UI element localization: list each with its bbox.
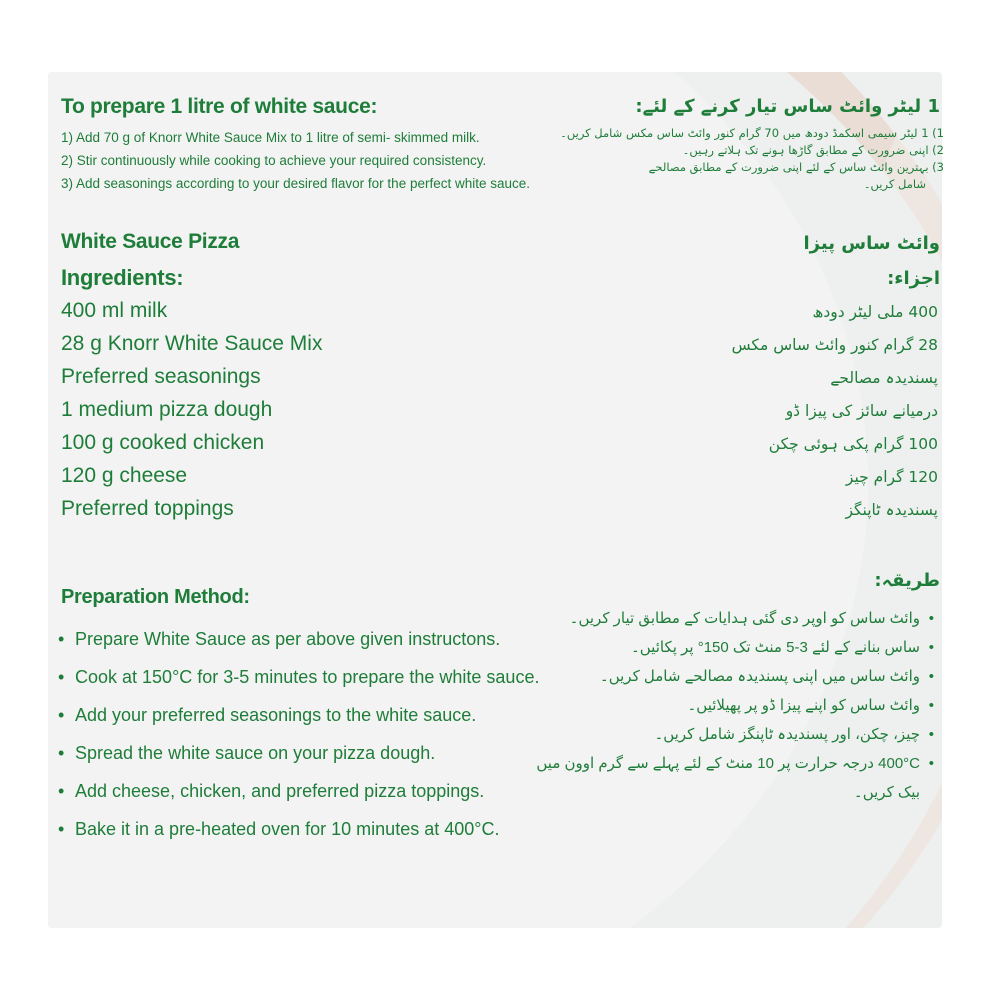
ingredient-ur: 400 ملی لیٹر دودھ	[812, 303, 938, 321]
prep-heading-ur: 1 لیٹر وائٹ ساس تیار کرنے کے لئے:	[635, 96, 940, 117]
ingredient-en: Preferred seasonings	[61, 365, 261, 388]
recipe-title-en: White Sauce Pizza	[61, 230, 240, 253]
prep-heading-en: To prepare 1 litre of white sauce:	[61, 95, 378, 118]
ingredient-en: 120 g cheese	[61, 464, 188, 487]
method-step-en: • Add your preferred seasonings to the white sauce.	[58, 696, 539, 734]
ingredient-ur: پسندیدہ ٹاپنگز	[845, 501, 938, 519]
method-heading-en: Preparation Method:	[61, 586, 250, 608]
ingredients-heading-en: Ingredients:	[61, 265, 184, 290]
method-heading-ur: طریقہ:	[874, 570, 940, 591]
ingredient-en: Preferred toppings	[61, 497, 234, 520]
ingredients-heading-ur: اجزاء:	[887, 268, 940, 289]
method-step-en: • Bake it in a pre-heated oven for 10 minutes at 400°C.	[58, 810, 539, 848]
method-step-ur: • وائٹ ساس میں اپنی پسندیدہ مصالحے شامل کریں۔	[514, 662, 934, 691]
ingredient-en: 100 g cooked chicken	[61, 431, 265, 454]
prep-step-ur: 2) اپنی ضرورت کے مطابق گاڑھا ہونے تک ہلاتے رہیں۔	[682, 143, 944, 157]
method-list-ur	[514, 604, 934, 807]
ingredient-ur: 100 گرام پکی ہوئی چکن	[768, 435, 938, 453]
ingredient-ur: پسندیدہ مصالحے	[830, 369, 938, 387]
ingredient-ur: 28 گرام کنور وائٹ ساس مکس	[731, 336, 938, 354]
prep-step-ur: شامل کریں۔	[863, 177, 926, 191]
ingredient-en: 1 medium pizza dough	[61, 398, 273, 421]
method-step-ur: • ساس بنانے کے لئے 3-5 منٹ تک 150° پر پکائیں۔	[514, 633, 934, 662]
prep-step-en: 1) Add 70 g of Knorr White Sauce Mix to 1 litre of semi- skimmed milk.	[61, 130, 480, 145]
method-step-en: • Add cheese, chicken, and preferred pizza toppings.	[58, 772, 539, 810]
method-step-en: • Cook at 150°C for 3-5 minutes to prepare the white sauce.	[58, 658, 539, 696]
prep-step-ur: 3) بہترین وائٹ ساس کے لئے اپنی ضرورت کے مطابق مصالحے	[648, 160, 944, 174]
prep-step-ur: 1) 1 لیٹر سیمی اسکمڈ دودھ میں 70 گرام کنور وائٹ ساس مکس شامل کریں۔	[560, 126, 944, 140]
method-list-en	[58, 620, 539, 848]
ingredient-en: 28 g Knorr White Sauce Mix	[61, 332, 323, 355]
method-step-ur: • 400°C درجہ حرارت پر 10 منٹ کے لئے پہلے سے گرم اوون میں بیک کریں۔	[514, 749, 934, 807]
method-step-en: • Spread the white sauce on your pizza dough.	[58, 734, 539, 772]
method-step-en: • Prepare White Sauce as per above given instructons.	[58, 620, 539, 658]
ingredient-ur: درمیانے سائز کی پیزا ڈو	[785, 402, 938, 420]
prep-step-en: 2) Stir continuously while cooking to achieve your required consistency.	[61, 153, 487, 168]
ingredient-ur: 120 گرام چیز	[845, 468, 938, 486]
prep-step-en: 3) Add seasonings according to your desired flavor for the perfect white sauce.	[61, 176, 531, 191]
method-step-ur: • چیز، چکن، اور پسندیدہ ٹاپنگز شامل کریں۔	[514, 720, 934, 749]
recipe-title-ur: وائٹ ساس پیزا	[803, 233, 940, 254]
ingredient-en: 400 ml milk	[61, 299, 168, 322]
method-step-ur: • وائٹ ساس کو اپنے پیزا ڈو پر پھیلائیں۔	[514, 691, 934, 720]
method-step-ur: • وائٹ ساس کو اوپر دی گئی ہدایات کے مطابق تیار کریں۔	[514, 604, 934, 633]
